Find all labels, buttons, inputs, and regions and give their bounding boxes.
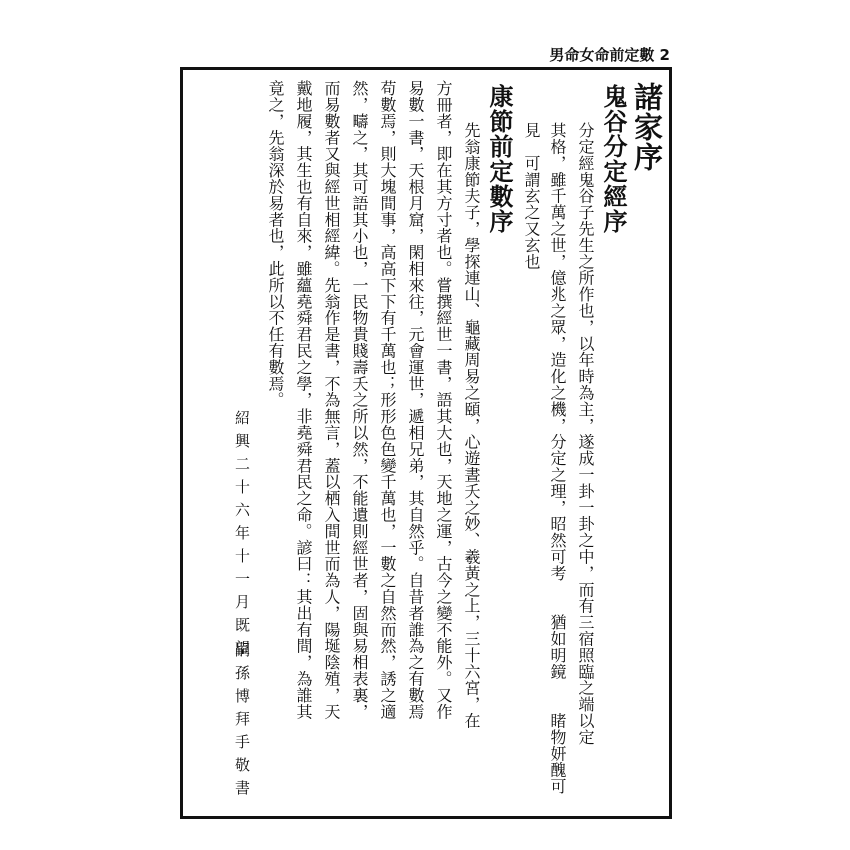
- kangjie-line-4: 苟數焉，則大塊間事，高高下下有千萬也；形形色色變千萬也，一數之自然而然，誘之適: [378, 80, 397, 720]
- signature-author: 嗣孫博拜手敬書: [233, 642, 251, 803]
- kangjie-line-5: 然，疇之，其可語其小也，一民物貴賤壽夭之所以然，不能遺則經世者，固與易相表裏，: [350, 80, 369, 720]
- kangjie-line-2: 方冊者，即在其方寸者也。嘗撰經世一書，語其大也，天地之運，古今之變不能外。又作: [434, 80, 453, 720]
- kangjie-line-8: 竟之，先翁深於易者也，此所以不任有數焉。: [266, 80, 285, 408]
- kangjie-line-3: 易數一書，天根月窟，閑相來往，元會運世，遞相兄弟，其自然乎。自昔者誰為之有數焉: [406, 80, 425, 720]
- guigu-line-3: 見 可謂玄之又玄也: [522, 122, 541, 270]
- page-header: 男命女命前定數 2: [549, 46, 670, 64]
- kangjie-line-6: 而易數者又與經世相經緯。先翁作是書，不為無言，蓋以栖入間世而為人，陽埏陰殖，天: [322, 80, 341, 720]
- page-frame: [180, 67, 672, 819]
- guigu-title: 鬼谷分定經序: [599, 84, 628, 234]
- kangjie-line-7: 戴地履，其生也有自來，雖蘊堯舜君民之學，非堯舜君民之命。諺曰：其出有間，為誰其: [294, 80, 313, 720]
- guigu-line-1: 分定經鬼谷子先生之所作也，以年時為主，遂成一卦一卦之中，而有三宿照臨之端以定: [576, 122, 595, 746]
- kangjie-title: 康節前定數序: [485, 84, 514, 234]
- kangjie-line-1: 先翁康節夫子，學探連山、龜藏周易之頤，心遊晝夭之妙、羲黃之上，三十六宮，在: [462, 122, 481, 729]
- signature-date: 紹興二十六年十一月既望: [233, 410, 251, 663]
- section-title: 諸家序: [630, 82, 664, 172]
- guigu-line-2: 其格，雖千萬之世，億兆之眾，造化之機，分定之理，昭然可考 猶如明鏡 睹物妍醜可: [548, 122, 567, 795]
